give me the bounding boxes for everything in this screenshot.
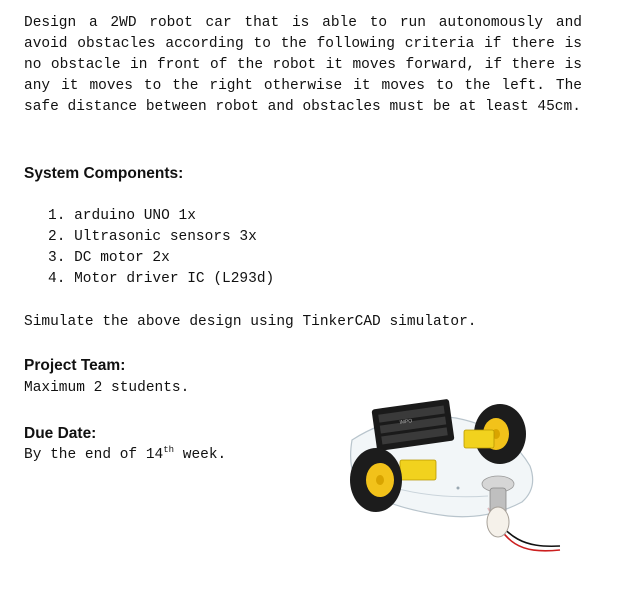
team-heading: Project Team: [24,357,126,374]
list-item-number: 3. [48,250,66,266]
battery-label: IMPO [399,418,413,426]
wheel-front-left [350,448,402,512]
intro-paragraph: Design a 2WD robot car that is able to run autonomously and avoid obstacles according to the following criteria if there is no obstacle in front of the robot it moves forward, if there is any it moves to the right otherwise it moves to the left. The safe distance between robot and obstacles must be at least 45cm. [24,15,582,115]
list-item [48,248,274,269]
list-item-number: 2. [48,229,66,245]
list-item-label: Ultrasonic sensors 3x [74,229,257,245]
list-item-number: 4. [48,271,66,287]
components-list [48,206,274,290]
list-item-label: DC motor 2x [74,250,170,266]
team-text: Maximum 2 students. [24,380,190,396]
list-item [48,206,274,227]
due-date-prefix: By the end of 14 [24,447,164,463]
list-item-label: arduino UNO 1x [74,208,196,224]
list-item [48,227,274,248]
list-item [48,269,274,290]
components-heading: System Components: [24,165,184,182]
simulation-text: Simulate the above design using TinkerCAD simulator. [24,314,477,330]
due-date-superscript: th [163,445,175,455]
due-date-suffix: week. [174,447,227,463]
due-date-text [24,445,226,466]
robot-car-image [338,388,568,588]
list-item-number: 1. [48,208,66,224]
list-item-label: Motor driver IC (L293d) [74,271,275,287]
due-date-heading: Due Date: [24,425,97,442]
